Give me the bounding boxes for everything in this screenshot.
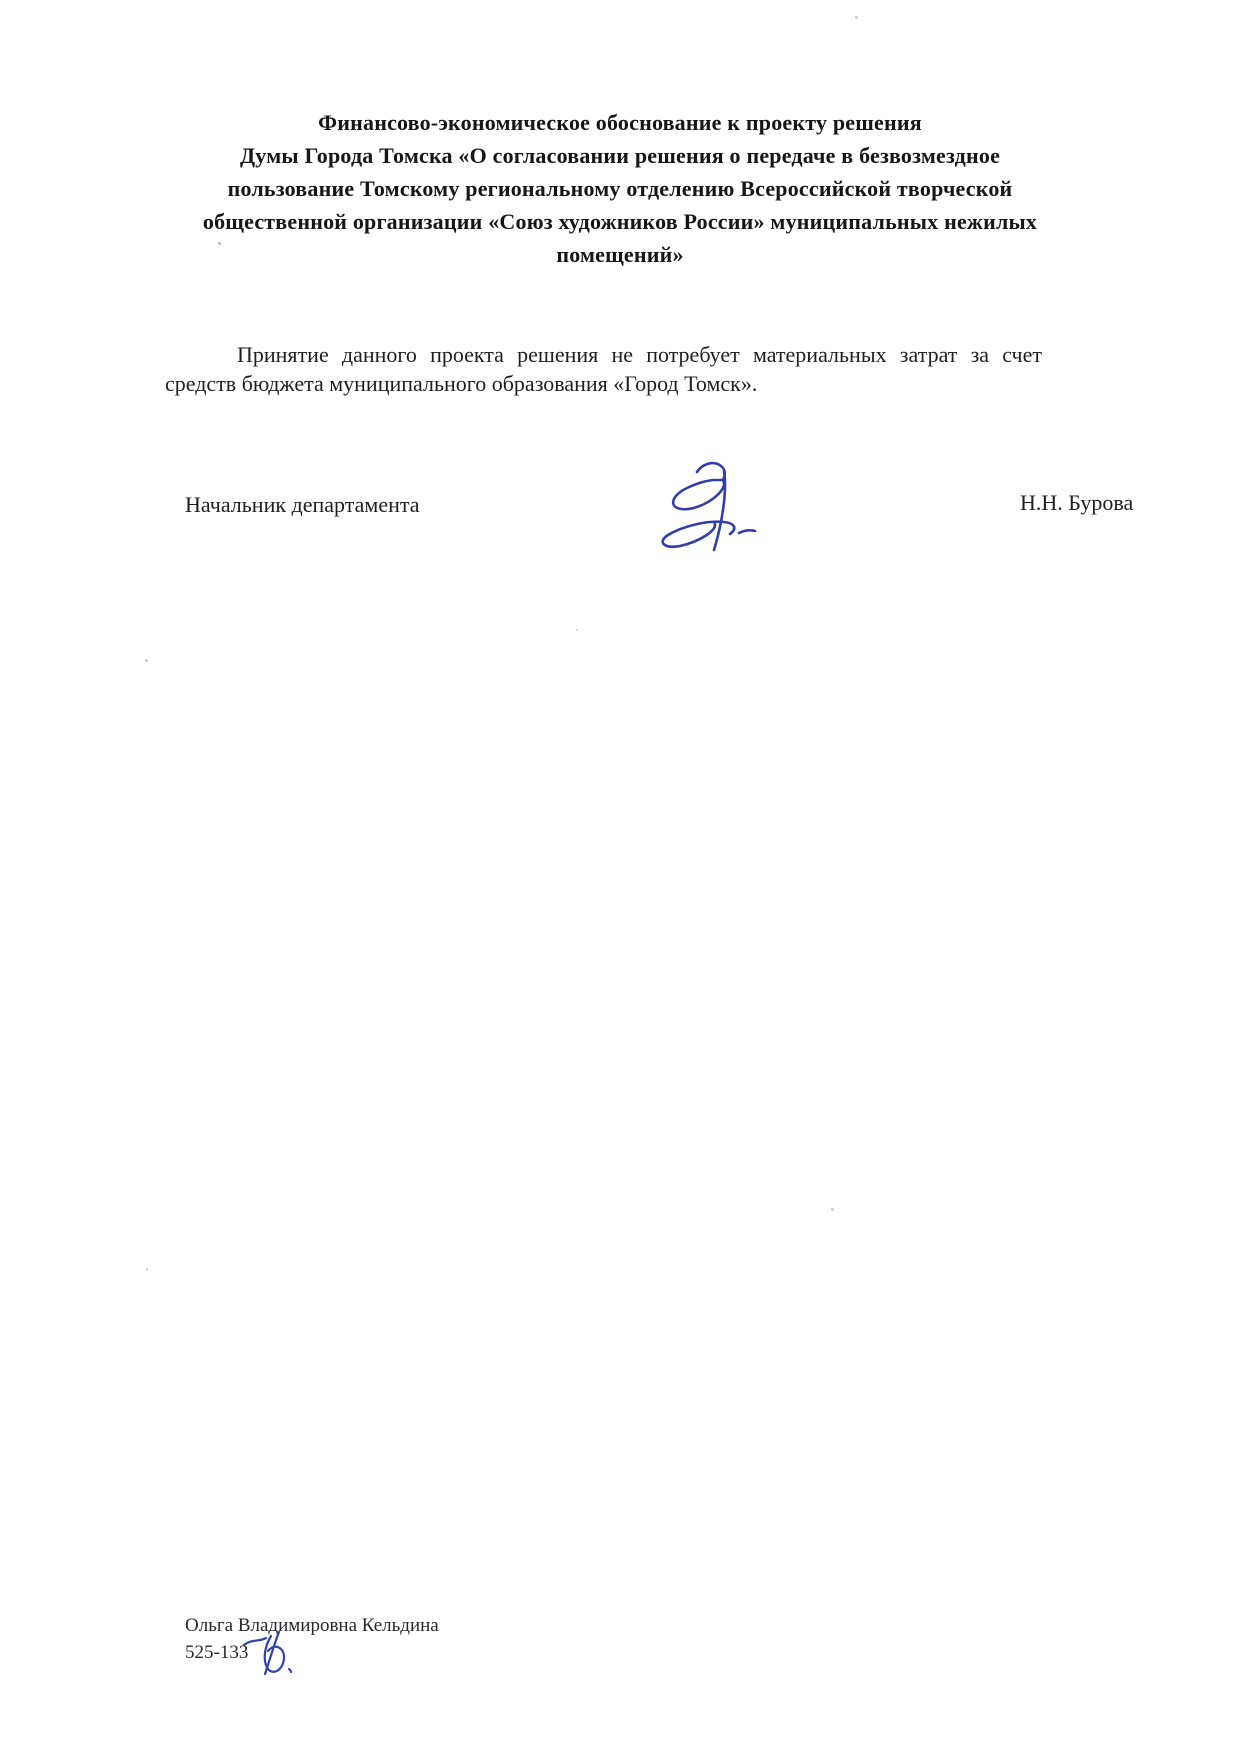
signer-name: Н.Н. Бурова xyxy=(1020,490,1134,515)
scan-speck xyxy=(218,242,221,245)
scan-speck xyxy=(146,1268,148,1271)
title-line: пользование Томскому региональному отделению Всероссийской творческой xyxy=(227,176,1013,201)
handwritten-initials-ink xyxy=(240,1628,310,1680)
signer-position-label: Начальник департамента xyxy=(185,492,420,517)
scan-speck xyxy=(855,16,858,19)
body-line: средств бюджета муниципального образования «Город Томск». xyxy=(165,371,758,396)
executor-contact-block xyxy=(185,1612,439,1666)
title-line: помещений» xyxy=(556,242,684,267)
document-title xyxy=(170,106,1070,271)
executor-name: Ольга Владимировна Кельдина xyxy=(185,1615,439,1636)
executor-phone: 525-133 xyxy=(185,1642,249,1663)
scan-speck xyxy=(831,1208,834,1211)
title-line: общественной организации «Союз художников России» муниципальных нежилых xyxy=(202,209,1038,234)
scan-speck xyxy=(145,659,148,662)
handwritten-signature-ink xyxy=(640,438,800,558)
body-paragraph xyxy=(165,340,1042,398)
scan-speck xyxy=(576,629,578,631)
title-line: Думы Города Томска «О согласовании решения о передаче в безвозмездное xyxy=(239,143,1001,168)
body-line: Принятие данного проекта решения не потребует материальных затрат за счет xyxy=(237,342,1042,367)
title-line: Финансово-экономическое обоснование к проекту решения xyxy=(318,110,922,135)
